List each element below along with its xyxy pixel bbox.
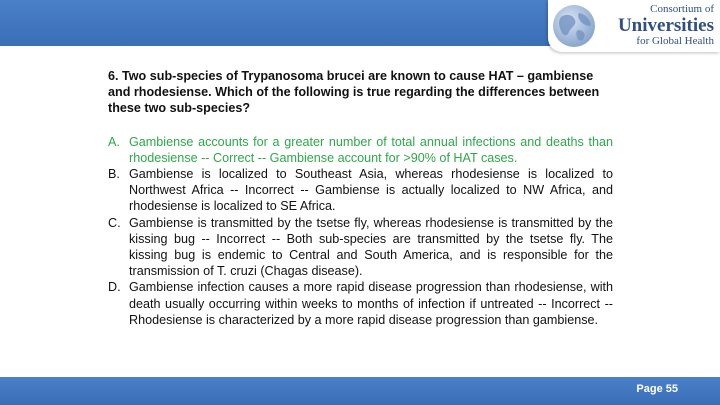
option-b [108, 166, 613, 215]
logo-line-1: Consortium of [650, 3, 714, 15]
option-text: Gambiense infection causes a more rapid disease progression than rhodesiense, with death usually occurring within weeks to months of infection if untreated -- Incorrect -- Rhodesiense is characterized by a more rapid disease progression than gambiense. [129, 280, 613, 327]
option-d [108, 279, 613, 328]
option-letter: D. [108, 280, 121, 295]
option-letter: B. [108, 167, 120, 182]
logo-line-3: for Global Health [636, 35, 714, 47]
option-text: Gambiense accounts for a greater number of total annual infections and deaths than rhodesiense -- Correct -- Gambiense account for >90% of HAT cases. [129, 134, 613, 165]
option-text: Gambiense is localized to Southeast Asia, whereas rhodesiense is localized to Northwest Africa -- Incorrect -- Gambiense is actually localized to NW Africa, and rhodesiense is localized to SE Africa. [129, 167, 613, 214]
page-number: Page 55 [636, 383, 678, 395]
option-letter: A. [108, 134, 120, 149]
question-text: 6. Two sub-species of Trypanosoma brucei are known to cause HAT – gambiense and rhodesiense. Which of the following is true regarding the differences between these two sub-species? [108, 69, 600, 116]
logo [548, 0, 720, 52]
footer-bar [0, 377, 720, 405]
answer-options [108, 134, 613, 328]
option-a [108, 134, 613, 166]
slide-content [108, 68, 613, 328]
option-text: Gambiense is transmitted by the tsetse fly, whereas rhodesiense is transmitted by the kissing bug -- Incorrect -- Both sub-species are transmitted by the tsetse fly. The kissing bug is endemic to Central and South America, and is responsible for the transmission of T. cruzi (Chagas disease). [129, 215, 613, 279]
option-c [108, 215, 613, 280]
option-letter: C. [108, 215, 121, 230]
logo-line-2: Universities [617, 15, 714, 36]
